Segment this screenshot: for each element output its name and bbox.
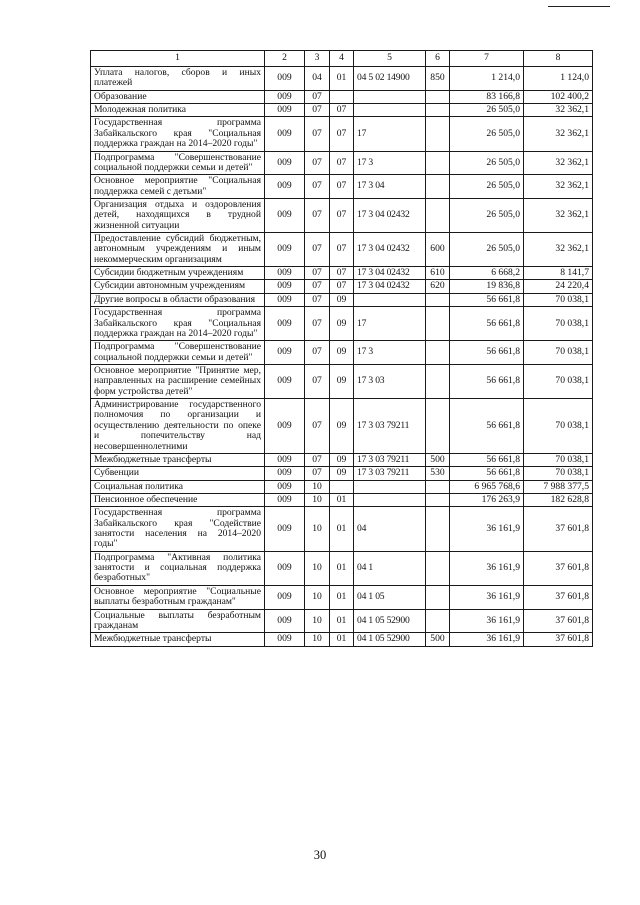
- row-name: Субсидии автономным учреждениям: [91, 280, 265, 293]
- row-name: Другие вопросы в области образования: [91, 293, 265, 306]
- section-code: 07: [305, 453, 330, 466]
- section-code: 10: [305, 609, 330, 633]
- amount-year-2: 70 038,1: [524, 341, 593, 365]
- amount-year-2: 37 601,8: [524, 609, 593, 633]
- page-number: 30: [313, 848, 327, 862]
- row-name: Субсидии бюджетным учреждениям: [91, 267, 265, 280]
- subsection-code: [330, 480, 354, 493]
- expense-type-code: 610: [426, 267, 450, 280]
- expense-type-code: [426, 175, 450, 199]
- row-name: Основное мероприятие "Принятие мер, направленных на расширение семейных форм устройства детей": [91, 364, 265, 398]
- amount-year-1: 176 263,9: [450, 493, 524, 506]
- target-article-code: 04: [354, 507, 426, 551]
- amount-year-1: 56 661,8: [450, 467, 524, 480]
- expense-type-code: [426, 90, 450, 103]
- amount-year-2: 7 988 377,5: [524, 480, 593, 493]
- expense-type-code: [426, 493, 450, 506]
- row-name: Образование: [91, 90, 265, 103]
- row-name: Основное мероприятие "Социальная поддержка семей с детьми": [91, 175, 265, 199]
- section-code: 07: [305, 307, 330, 341]
- subsection-code: 01: [330, 493, 354, 506]
- table-row: [91, 280, 593, 293]
- target-article-code: 17: [354, 307, 426, 341]
- table-row: [91, 293, 593, 306]
- amount-year-2: 37 601,8: [524, 551, 593, 585]
- section-code: 07: [305, 117, 330, 151]
- table-row: [91, 151, 593, 175]
- table-row: [91, 341, 593, 365]
- amount-year-1: 36 161,9: [450, 585, 524, 609]
- grbs-code: 009: [265, 233, 305, 267]
- grbs-code: 009: [265, 117, 305, 151]
- amount-year-1: 6 668,2: [450, 267, 524, 280]
- amount-year-1: 36 161,9: [450, 507, 524, 551]
- table-row: [91, 480, 593, 493]
- section-code: 07: [305, 293, 330, 306]
- grbs-code: 009: [265, 280, 305, 293]
- target-article-code: 17 3 04 02432: [354, 233, 426, 267]
- subsection-code: 07: [330, 267, 354, 280]
- subsection-code: 07: [330, 198, 354, 232]
- amount-year-2: 70 038,1: [524, 467, 593, 480]
- section-code: 07: [305, 280, 330, 293]
- target-article-code: 17 3: [354, 151, 426, 175]
- amount-year-1: 56 661,8: [450, 341, 524, 365]
- section-code: 10: [305, 493, 330, 506]
- amount-year-2: 182 628,8: [524, 493, 593, 506]
- amount-year-1: 56 661,8: [450, 307, 524, 341]
- amount-year-2: 8 141,7: [524, 267, 593, 280]
- amount-year-2: 1 124,0: [524, 67, 593, 91]
- amount-year-1: 26 505,0: [450, 151, 524, 175]
- section-code: 07: [305, 341, 330, 365]
- target-article-code: [354, 480, 426, 493]
- row-name: Молодежная политика: [91, 104, 265, 117]
- amount-year-2: 102 400,2: [524, 90, 593, 103]
- target-article-code: [354, 104, 426, 117]
- table-row: [91, 453, 593, 466]
- table-row: [91, 117, 593, 151]
- target-article-code: 04 5 02 14900: [354, 67, 426, 91]
- target-article-code: 17 3 03 79211: [354, 453, 426, 466]
- grbs-code: 009: [265, 267, 305, 280]
- amount-year-1: 26 505,0: [450, 117, 524, 151]
- subsection-code: 01: [330, 609, 354, 633]
- expense-type-code: [426, 307, 450, 341]
- amount-year-2: 37 601,8: [524, 585, 593, 609]
- table-row: [91, 364, 593, 398]
- grbs-code: 009: [265, 399, 305, 454]
- section-code: 10: [305, 507, 330, 551]
- section-code: 07: [305, 267, 330, 280]
- grbs-code: 009: [265, 551, 305, 585]
- grbs-code: 009: [265, 453, 305, 466]
- subsection-code: 01: [330, 585, 354, 609]
- target-article-code: 04 1 05: [354, 585, 426, 609]
- subsection-code: 01: [330, 507, 354, 551]
- subsection-code: 07: [330, 175, 354, 199]
- subsection-code: 09: [330, 453, 354, 466]
- grbs-code: 009: [265, 493, 305, 506]
- grbs-code: 009: [265, 585, 305, 609]
- section-code: 10: [305, 551, 330, 585]
- section-code: 07: [305, 399, 330, 454]
- grbs-code: 009: [265, 67, 305, 91]
- column-header: 7: [450, 51, 524, 67]
- expense-type-code: [426, 104, 450, 117]
- table-row: [91, 609, 593, 633]
- subsection-code: 07: [330, 280, 354, 293]
- section-code: 04: [305, 67, 330, 91]
- expense-type-code: [426, 198, 450, 232]
- amount-year-1: 83 166,8: [450, 90, 524, 103]
- grbs-code: 009: [265, 104, 305, 117]
- amount-year-2: 32 362,1: [524, 175, 593, 199]
- target-article-code: 04 1 05 52900: [354, 609, 426, 633]
- subsection-code: 09: [330, 307, 354, 341]
- table-row: [91, 198, 593, 232]
- section-code: 07: [305, 198, 330, 232]
- grbs-code: 009: [265, 293, 305, 306]
- budget-table: [90, 50, 593, 647]
- row-name: Уплата налогов, сборов и иных платежей: [91, 67, 265, 91]
- grbs-code: 009: [265, 90, 305, 103]
- column-header: 6: [426, 51, 450, 67]
- amount-year-1: 1 214,0: [450, 67, 524, 91]
- grbs-code: 009: [265, 364, 305, 398]
- row-name: Субвенции: [91, 467, 265, 480]
- amount-year-1: 36 161,9: [450, 609, 524, 633]
- section-code: 07: [305, 175, 330, 199]
- subsection-code: 01: [330, 67, 354, 91]
- table-row: [91, 585, 593, 609]
- section-code: 10: [305, 585, 330, 609]
- amount-year-2: 32 362,1: [524, 233, 593, 267]
- table-row: [91, 507, 593, 551]
- expense-type-code: 500: [426, 453, 450, 466]
- amount-year-1: 26 505,0: [450, 104, 524, 117]
- expense-type-code: [426, 341, 450, 365]
- table-row: [91, 467, 593, 480]
- table-row: [91, 307, 593, 341]
- table-row: [91, 175, 593, 199]
- row-name: Государственная программа Забайкальского края "Социальная поддержка граждан на 2014–2020 годы": [91, 117, 265, 151]
- expense-type-code: [426, 293, 450, 306]
- subsection-code: 07: [330, 151, 354, 175]
- amount-year-2: 32 362,1: [524, 151, 593, 175]
- subsection-code: 07: [330, 104, 354, 117]
- target-article-code: 17 3 04: [354, 175, 426, 199]
- expense-type-code: 530: [426, 467, 450, 480]
- subsection-code: 01: [330, 551, 354, 585]
- target-article-code: 04 1 05 52900: [354, 633, 426, 646]
- target-article-code: 17 3: [354, 341, 426, 365]
- subsection-code: 07: [330, 233, 354, 267]
- grbs-code: 009: [265, 633, 305, 646]
- header-row: [91, 51, 593, 67]
- subsection-code: 09: [330, 293, 354, 306]
- row-name: Подпрограмма "Совершенствование социальной поддержки семьи и детей": [91, 151, 265, 175]
- amount-year-2: 70 038,1: [524, 307, 593, 341]
- top-rule: [548, 6, 610, 7]
- subsection-code: 01: [330, 633, 354, 646]
- row-name: Основное мероприятие "Социальные выплаты безработным гражданам": [91, 585, 265, 609]
- table-body: [91, 67, 593, 647]
- target-article-code: 17 3 03 79211: [354, 399, 426, 454]
- target-article-code: 17 3 04 02432: [354, 267, 426, 280]
- expense-type-code: [426, 364, 450, 398]
- row-name: Государственная программа Забайкальского края "Социальная поддержка граждан на 2014–2020 годы": [91, 307, 265, 341]
- row-name: Межбюджетные трансферты: [91, 453, 265, 466]
- expense-type-code: [426, 551, 450, 585]
- grbs-code: 009: [265, 151, 305, 175]
- table-row: [91, 399, 593, 454]
- row-name: Пенсионное обеспечение: [91, 493, 265, 506]
- target-article-code: 04 1: [354, 551, 426, 585]
- amount-year-2: 32 362,1: [524, 104, 593, 117]
- grbs-code: 009: [265, 307, 305, 341]
- expense-type-code: [426, 609, 450, 633]
- row-name: Социальная политика: [91, 480, 265, 493]
- expense-type-code: [426, 399, 450, 454]
- expense-type-code: 500: [426, 633, 450, 646]
- section-code: 07: [305, 467, 330, 480]
- amount-year-1: 56 661,8: [450, 453, 524, 466]
- table-row: [91, 633, 593, 646]
- column-header: 1: [91, 51, 265, 67]
- amount-year-1: 56 661,8: [450, 364, 524, 398]
- section-code: 07: [305, 104, 330, 117]
- grbs-code: 009: [265, 609, 305, 633]
- expense-type-code: [426, 480, 450, 493]
- amount-year-1: 56 661,8: [450, 399, 524, 454]
- grbs-code: 009: [265, 341, 305, 365]
- amount-year-2: 32 362,1: [524, 117, 593, 151]
- amount-year-2: 37 601,8: [524, 633, 593, 646]
- table-row: [91, 267, 593, 280]
- grbs-code: 009: [265, 480, 305, 493]
- row-name: Социальные выплаты безработным гражданам: [91, 609, 265, 633]
- amount-year-1: 26 505,0: [450, 175, 524, 199]
- section-code: 10: [305, 633, 330, 646]
- column-header: 8: [524, 51, 593, 67]
- target-article-code: 17 3 04 02432: [354, 280, 426, 293]
- amount-year-2: 70 038,1: [524, 399, 593, 454]
- amount-year-1: 36 161,9: [450, 551, 524, 585]
- table-row: [91, 233, 593, 267]
- section-code: 10: [305, 480, 330, 493]
- target-article-code: 17: [354, 117, 426, 151]
- section-code: 07: [305, 90, 330, 103]
- amount-year-1: 6 965 768,6: [450, 480, 524, 493]
- row-name: Государственная программа Забайкальского края "Содействие занятости населения на 2014–2020 годы": [91, 507, 265, 551]
- column-header: 2: [265, 51, 305, 67]
- row-name: Подпрограмма "Активная политика занятости и социальная поддержка безработных": [91, 551, 265, 585]
- table-row: [91, 493, 593, 506]
- table-row: [91, 104, 593, 117]
- expense-type-code: [426, 507, 450, 551]
- amount-year-1: 26 505,0: [450, 198, 524, 232]
- expense-type-code: [426, 585, 450, 609]
- expense-type-code: 600: [426, 233, 450, 267]
- table-row: [91, 551, 593, 585]
- target-article-code: [354, 293, 426, 306]
- row-name: Организация отдыха и оздоровления детей, находящихся в трудной жизненной ситуации: [91, 198, 265, 232]
- column-header: 3: [305, 51, 330, 67]
- grbs-code: 009: [265, 175, 305, 199]
- expense-type-code: [426, 151, 450, 175]
- section-code: 07: [305, 151, 330, 175]
- amount-year-2: 37 601,8: [524, 507, 593, 551]
- grbs-code: 009: [265, 198, 305, 232]
- grbs-code: 009: [265, 467, 305, 480]
- table-row: [91, 67, 593, 91]
- amount-year-1: 26 505,0: [450, 233, 524, 267]
- section-code: 07: [305, 364, 330, 398]
- subsection-code: 09: [330, 399, 354, 454]
- section-code: 07: [305, 233, 330, 267]
- column-header: 4: [330, 51, 354, 67]
- expense-type-code: 620: [426, 280, 450, 293]
- amount-year-2: 32 362,1: [524, 198, 593, 232]
- row-name: Администрирование государственного полномочия по организации и осуществлению деятельности по опеке и попечительству над несовершеннолетними: [91, 399, 265, 454]
- subsection-code: 09: [330, 467, 354, 480]
- subsection-code: 09: [330, 364, 354, 398]
- target-article-code: [354, 90, 426, 103]
- row-name: Подпрограмма "Совершенствование социальной поддержки семьи и детей": [91, 341, 265, 365]
- amount-year-2: 70 038,1: [524, 293, 593, 306]
- subsection-code: 07: [330, 117, 354, 151]
- expense-type-code: 850: [426, 67, 450, 91]
- target-article-code: 17 3 03: [354, 364, 426, 398]
- amount-year-2: 70 038,1: [524, 364, 593, 398]
- target-article-code: 17 3 03 79211: [354, 467, 426, 480]
- row-name: Межбюджетные трансферты: [91, 633, 265, 646]
- target-article-code: 17 3 04 02432: [354, 198, 426, 232]
- column-header: 5: [354, 51, 426, 67]
- subsection-code: [330, 90, 354, 103]
- amount-year-1: 19 836,8: [450, 280, 524, 293]
- grbs-code: 009: [265, 507, 305, 551]
- target-article-code: [354, 493, 426, 506]
- row-name: Предоставление субсидий бюджетным, автономным учреждениям и иным некоммерческим организациям: [91, 233, 265, 267]
- amount-year-2: 70 038,1: [524, 453, 593, 466]
- subsection-code: 09: [330, 341, 354, 365]
- expense-type-code: [426, 117, 450, 151]
- table-row: [91, 90, 593, 103]
- amount-year-1: 56 661,8: [450, 293, 524, 306]
- amount-year-1: 36 161,9: [450, 633, 524, 646]
- amount-year-2: 24 220,4: [524, 280, 593, 293]
